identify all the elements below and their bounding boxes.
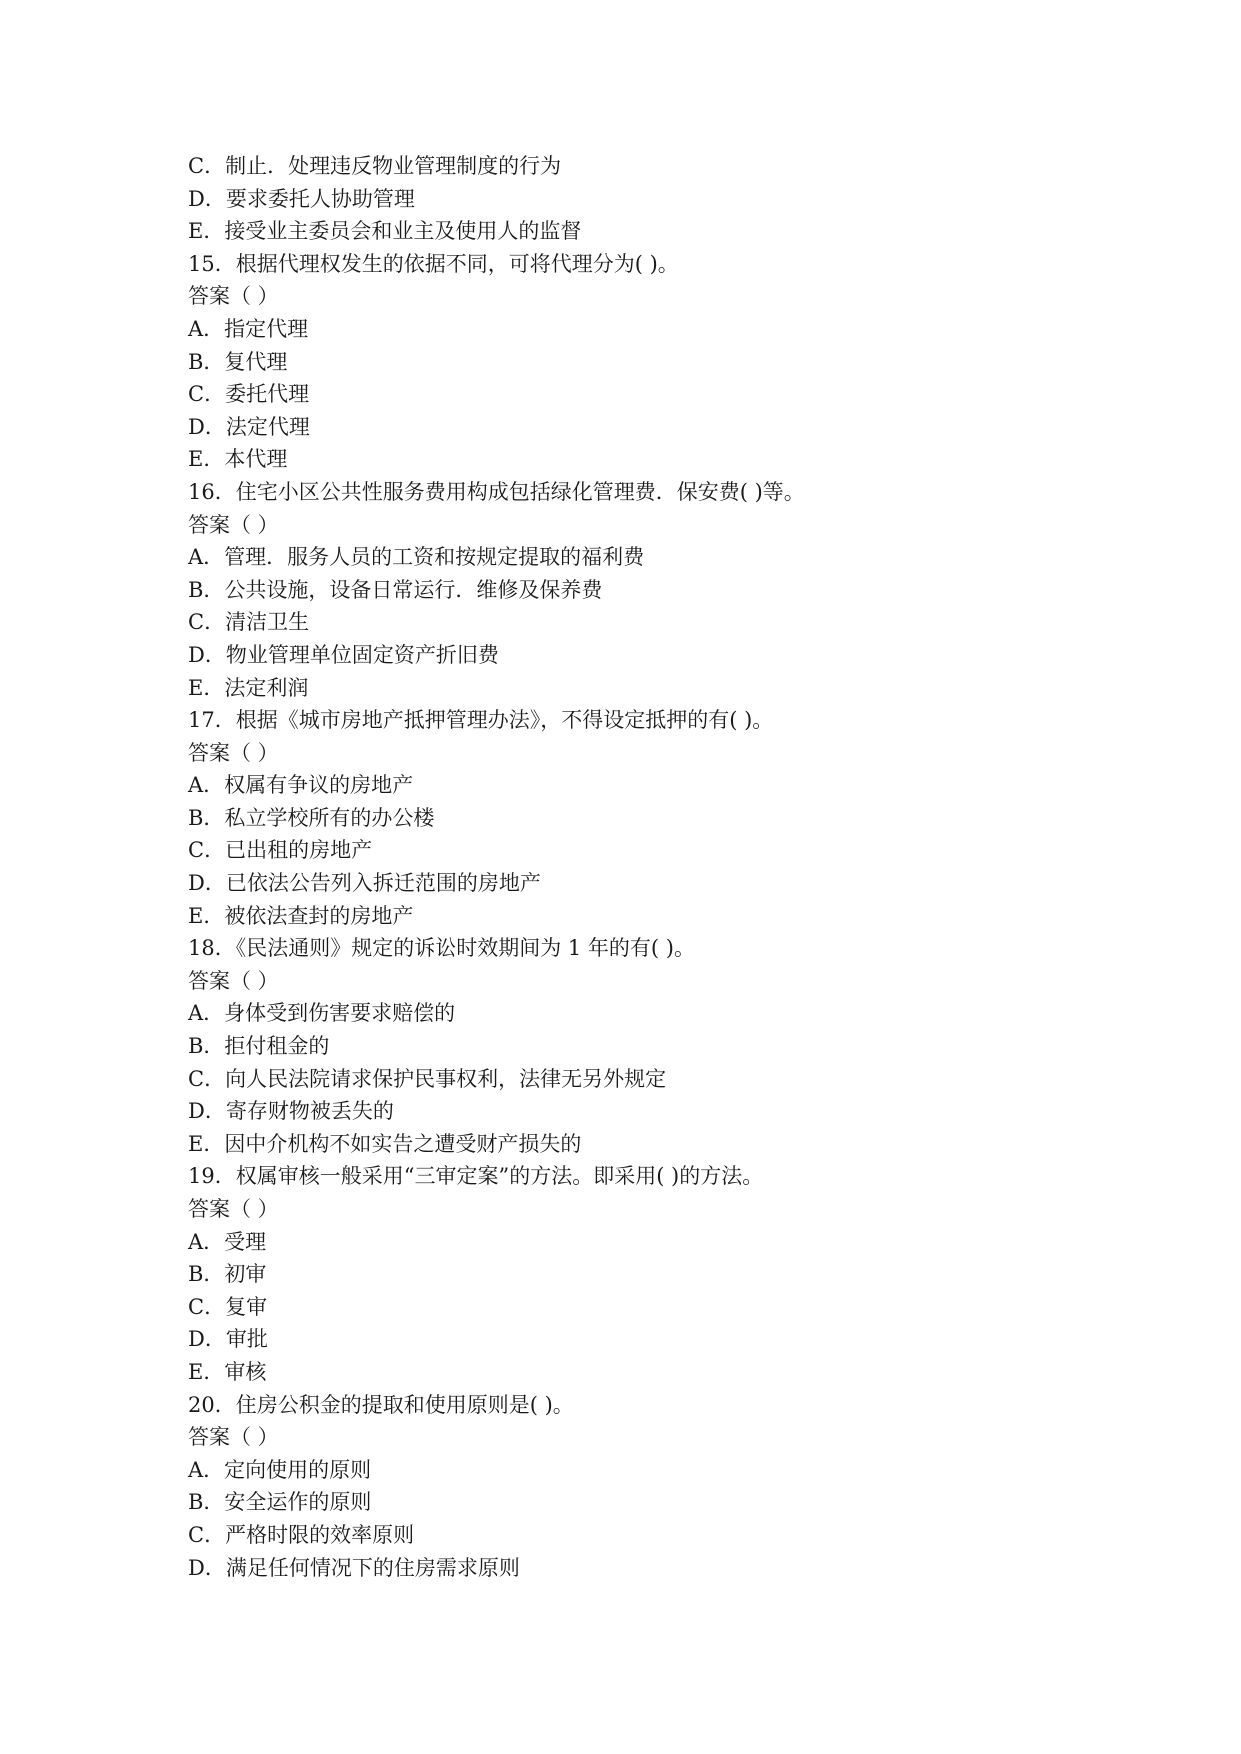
answer-blank-line: 答案（ ）: [188, 1425, 279, 1450]
option-line: C．严格时限的效率原则: [188, 1522, 415, 1547]
option-line: B．初审: [188, 1262, 267, 1287]
document-body: [188, 150, 1148, 1584]
option-line: C．清洁卫生: [188, 610, 310, 635]
option-line: A．管理．服务人员的工资和按规定提取的福利费: [188, 545, 645, 570]
question-line: 19．权属审核一般采用“三审定案”的方法。即采用( )的方法。: [188, 1164, 764, 1189]
option-line: E．审核: [188, 1359, 267, 1384]
option-line: C．委托代理: [188, 382, 310, 407]
option-line: A．权属有争议的房地产: [188, 773, 414, 798]
option-line: A．定向使用的原则: [188, 1457, 372, 1482]
option-line: D．物业管理单位固定资产折旧费: [188, 642, 499, 667]
option-line: D．满足任何情况下的住房需求原则: [188, 1555, 520, 1580]
answer-blank-line: 答案（ ）: [188, 968, 279, 993]
question-line: 20．住房公积金的提取和使用原则是( )。: [188, 1392, 574, 1417]
option-line: E．接受业主委员会和业主及使用人的监督: [188, 219, 582, 244]
option-line: C．制止．处理违反物业管理制度的行为: [188, 154, 562, 178]
option-line: B．公共设施，设备日常运行．维修及保养费: [188, 577, 603, 602]
question-line: 17．根据《城市房地产抵押管理办法》，不得设定抵押的有( )。: [188, 708, 774, 733]
option-line: D．审批: [188, 1327, 268, 1352]
option-line: D．寄存财物被丢失的: [188, 1099, 394, 1124]
question-line: 15．根据代理权发生的依据不同，可将代理分为( )。: [188, 251, 679, 276]
option-line: B．拒付租金的: [188, 1034, 330, 1059]
option-line: B．安全运作的原则: [188, 1490, 372, 1515]
answer-blank-line: 答案（ ）: [188, 1197, 279, 1221]
answer-blank-line: 答案（ ）: [188, 512, 279, 537]
option-line: B．复代理: [188, 349, 288, 374]
question-line: 18．《民法通则》规定的诉讼时效期间为 1 年的有( )。: [188, 936, 695, 961]
option-line: C．向人民法院请求保护民事权利，法律无另外规定: [188, 1066, 667, 1091]
option-line: E．被依法查封的房地产: [188, 903, 414, 928]
option-line: C．复审: [188, 1294, 268, 1319]
option-line: A．身体受到伤害要求赔偿的: [188, 1001, 456, 1026]
option-line: B．私立学校所有的办公楼: [188, 805, 435, 830]
option-line: C．已出租的房地产: [188, 838, 373, 863]
answer-blank-line: 答案（ ）: [188, 740, 279, 765]
option-line: E．因中介机构不如实告之遭受财产损失的: [188, 1131, 582, 1156]
option-line: A．指定代理: [188, 316, 309, 341]
option-line: D．已依法公告列入拆迁范围的房地产: [188, 871, 541, 896]
option-line: D．要求委托人协助管理: [188, 186, 415, 211]
answer-blank-line: 答案（ ）: [188, 284, 279, 309]
option-line: E．本代理: [188, 447, 288, 472]
option-line: A．受理: [188, 1229, 267, 1254]
question-line: 16．住宅小区公共性服务费用构成包括绿化管理费．保安费( )等。: [188, 479, 805, 504]
option-line: E．法定利润: [188, 675, 309, 700]
option-line: D．法定代理: [188, 414, 310, 439]
